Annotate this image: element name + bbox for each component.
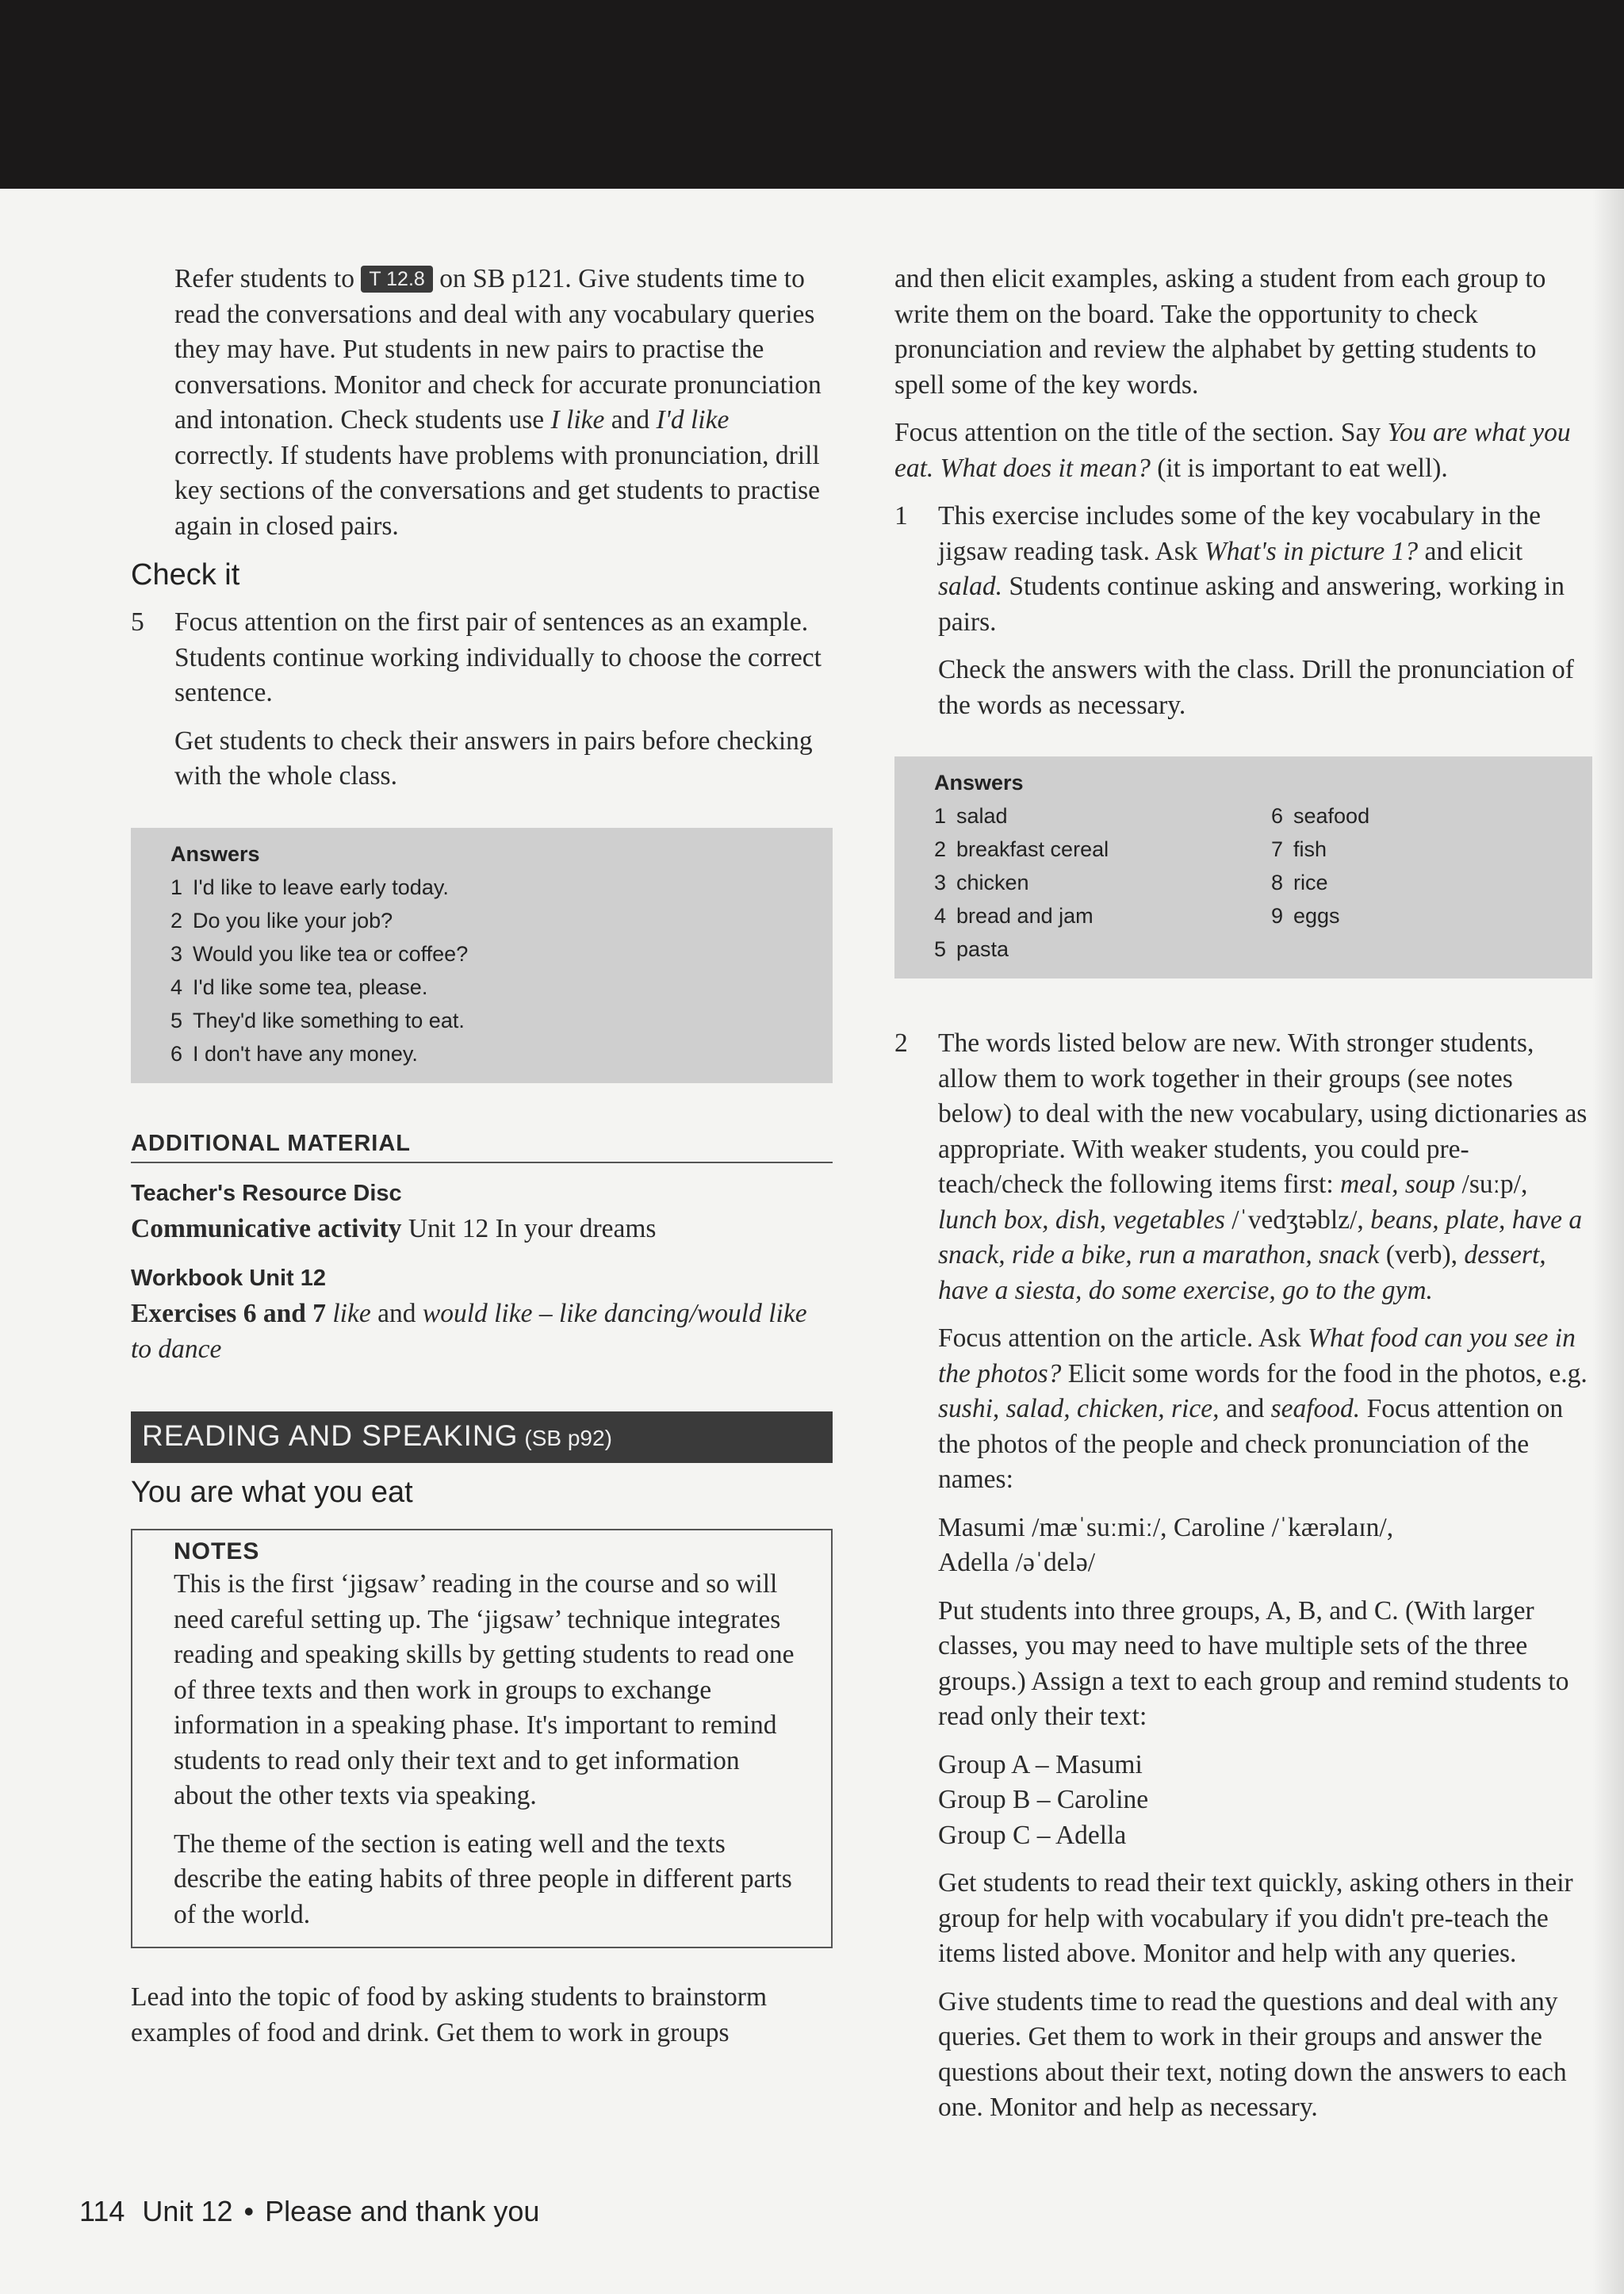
- answer-line: 6 I don't have any money.: [170, 1041, 418, 1066]
- exercise-1-text: This exercise includes some of the key vocabulary in the jigsaw reading task. Ask What's in picture 1? and elicit salad. Students continue asking and answering, working in pairs.: [938, 501, 1565, 637]
- page-number: 114: [79, 2195, 125, 2227]
- answer-line: 1 I'd like to leave early today.: [170, 875, 449, 899]
- left-column: [131, 262, 833, 2063]
- answer-line: 7 fish: [1271, 837, 1327, 861]
- check-it-heading: Check it: [131, 558, 240, 592]
- answer-line: 4 I'd like some tea, please.: [170, 975, 428, 999]
- workbook-heading: Workbook Unit 12: [131, 1266, 326, 1291]
- exercise-number: 2: [894, 1028, 908, 1058]
- section-title: You are what you eat: [131, 1476, 413, 1509]
- exercise-5: [131, 605, 833, 807]
- footer-unit: Unit 12: [142, 2195, 233, 2227]
- additional-material-heading: ADDITIONAL MATERIAL: [131, 1131, 833, 1163]
- answer-line: 2 breakfast cereal: [934, 837, 1109, 861]
- exercise-1: [894, 499, 1592, 736]
- answer-line: 4 bread and jam: [934, 904, 1094, 928]
- answers-heading: Answers: [934, 771, 1024, 795]
- page-footer: [79, 2195, 539, 2228]
- exercise-5-text-2: Get students to check their answers in pairs before checking with the whole class.: [174, 726, 813, 791]
- track-tag: T 12.8: [361, 266, 432, 293]
- answer-line: 2 Do you like your job?: [170, 908, 393, 933]
- focus-title-paragraph: Focus attention on the title of the section. Say You are what you eat. What does it mean? (it is important to eat well).: [894, 418, 1571, 483]
- exercise-2: [894, 1026, 1592, 2139]
- resource-disc-text: Communicative activity Unit 12 In your dreams: [131, 1213, 657, 1243]
- intro-paragraph: Refer students to T 12.8 on SB p121. Give students time to read the conversations and deal with any vocabulary queries they may have. Put students in new pairs to practise the conversations. Monitor and check for accurate pronunciation and intonation. Check students use I like and I'd like correctly. If students have problems with pronunciation, drill key sections of the conversations and get students to practise again in closed pairs.: [174, 264, 822, 541]
- exercise-2-vocab-paragraph: The words listed below are new. With stronger students, allow them to work together in their groups (see notes below) to deal with the new vocabulary, using dictionaries as appropriate. With weaker students, you could pre-teach/check the following items first: meal, soup /suːp/, lunch box, dish, vegetables /ˈvedʒtəblz/, beans, plate, have a snack, ride a bike, run a marathon, snack (verb), dessert, have a siesta, do some exercise, go to the gym.: [938, 1028, 1588, 1305]
- answer-line: 6 seafood: [1271, 804, 1370, 828]
- notes-box: [131, 1529, 833, 1948]
- exercise-5-text: Focus attention on the first pair of sentences as an example. Students continue working individually to choose the correct sentence.: [174, 607, 822, 707]
- answer-line: 9 eggs: [1271, 904, 1340, 928]
- read-paragraph: Get students to read their text quickly, asking others in their group for help with vocabulary if you didn't pre-teach the items listed above. Monitor and help with any queries.: [938, 1868, 1573, 1968]
- exercise-2-focus-paragraph: Focus attention on the article. Ask What food can you see in the photos? Elicit some words for the food in the photos, e.g. sushi, salad, chicken, rice, and seafood. Focus attention on the photos of the people and check pronunciation of the names:: [938, 1323, 1588, 1494]
- top-dark-band: [0, 0, 1624, 189]
- give-paragraph: Give students time to read the questions and deal with any queries. Get them to work in their groups and answer the questions about their text, noting down the answers to each one. Monitor and help as necessary.: [938, 1986, 1567, 2122]
- answers-box-check-it: [131, 828, 833, 1083]
- lead-paragraph: Lead into the topic of food by asking students to brainstorm examples of food and drink. Get them to work in groups: [131, 1982, 768, 2047]
- notes-heading: NOTES: [174, 1538, 260, 1564]
- workbook-text: Exercises 6 and 7 like and would like – like dancing/would like to dance: [131, 1299, 807, 1364]
- footer-bullet: •: [243, 2195, 255, 2227]
- notes-paragraph-2: The theme of the section is eating well and the texts describe the eating habits of three people in different parts of the world.: [174, 1829, 792, 1929]
- groups-paragraph: Put students into three groups, A, B, and C. (With larger classes, you may need to have multiple sets of the three groups.) Assign a text to each group and remind students to read only their text:: [938, 1595, 1569, 1731]
- answer-line: 1 salad: [934, 804, 1008, 828]
- answer-line: 3 chicken: [934, 871, 1029, 894]
- continued-paragraph: and then elicit examples, asking a student from each group to write them on the board. Take the opportunity to check pronunciation and review the alphabet by getting students to spell some of the key words.: [894, 264, 1546, 400]
- resource-disc-heading: Teacher's Resource Disc: [131, 1180, 402, 1206]
- answer-line: 5 They'd like something to eat.: [170, 1008, 465, 1032]
- page-spine-shadow: [1592, 189, 1624, 2294]
- notes-paragraph-1: This is the first ‘jigsaw’ reading in the course and so will need careful setting up. The ‘jigsaw’ technique integrates reading and speaking skills by getting students to read one of three texts and then work in groups to exchange information in a speaking phase. It's important to remind students to read only their text and to get information about the other texts via speaking.: [174, 1569, 795, 1810]
- exercise-number: 5: [131, 607, 144, 637]
- group-list: Group A – Masumi Group B – Caroline Group C – Adella: [938, 1749, 1149, 1850]
- answers-box-vocabulary: [894, 756, 1592, 978]
- section-banner: READING AND SPEAKING (SB p92): [131, 1411, 833, 1463]
- footer-title: Please and thank you: [265, 2195, 540, 2227]
- exercise-1-text-2: Check the answers with the class. Drill the pronunciation of the words as necessary.: [938, 655, 1574, 720]
- answers-heading: Answers: [170, 841, 260, 866]
- names-pronunciation: Masumi /mæˈsuːmiː/, Caroline /ˈkærəlaɪn/, Adella /əˈdelə/: [938, 1512, 1394, 1577]
- answer-line: 8 rice: [1271, 871, 1328, 894]
- exercise-number: 1: [894, 501, 908, 530]
- answer-line: 5 pasta: [934, 937, 1009, 961]
- answer-line: 3 Would you like tea or coffee?: [170, 941, 469, 966]
- right-column: [894, 262, 1592, 2139]
